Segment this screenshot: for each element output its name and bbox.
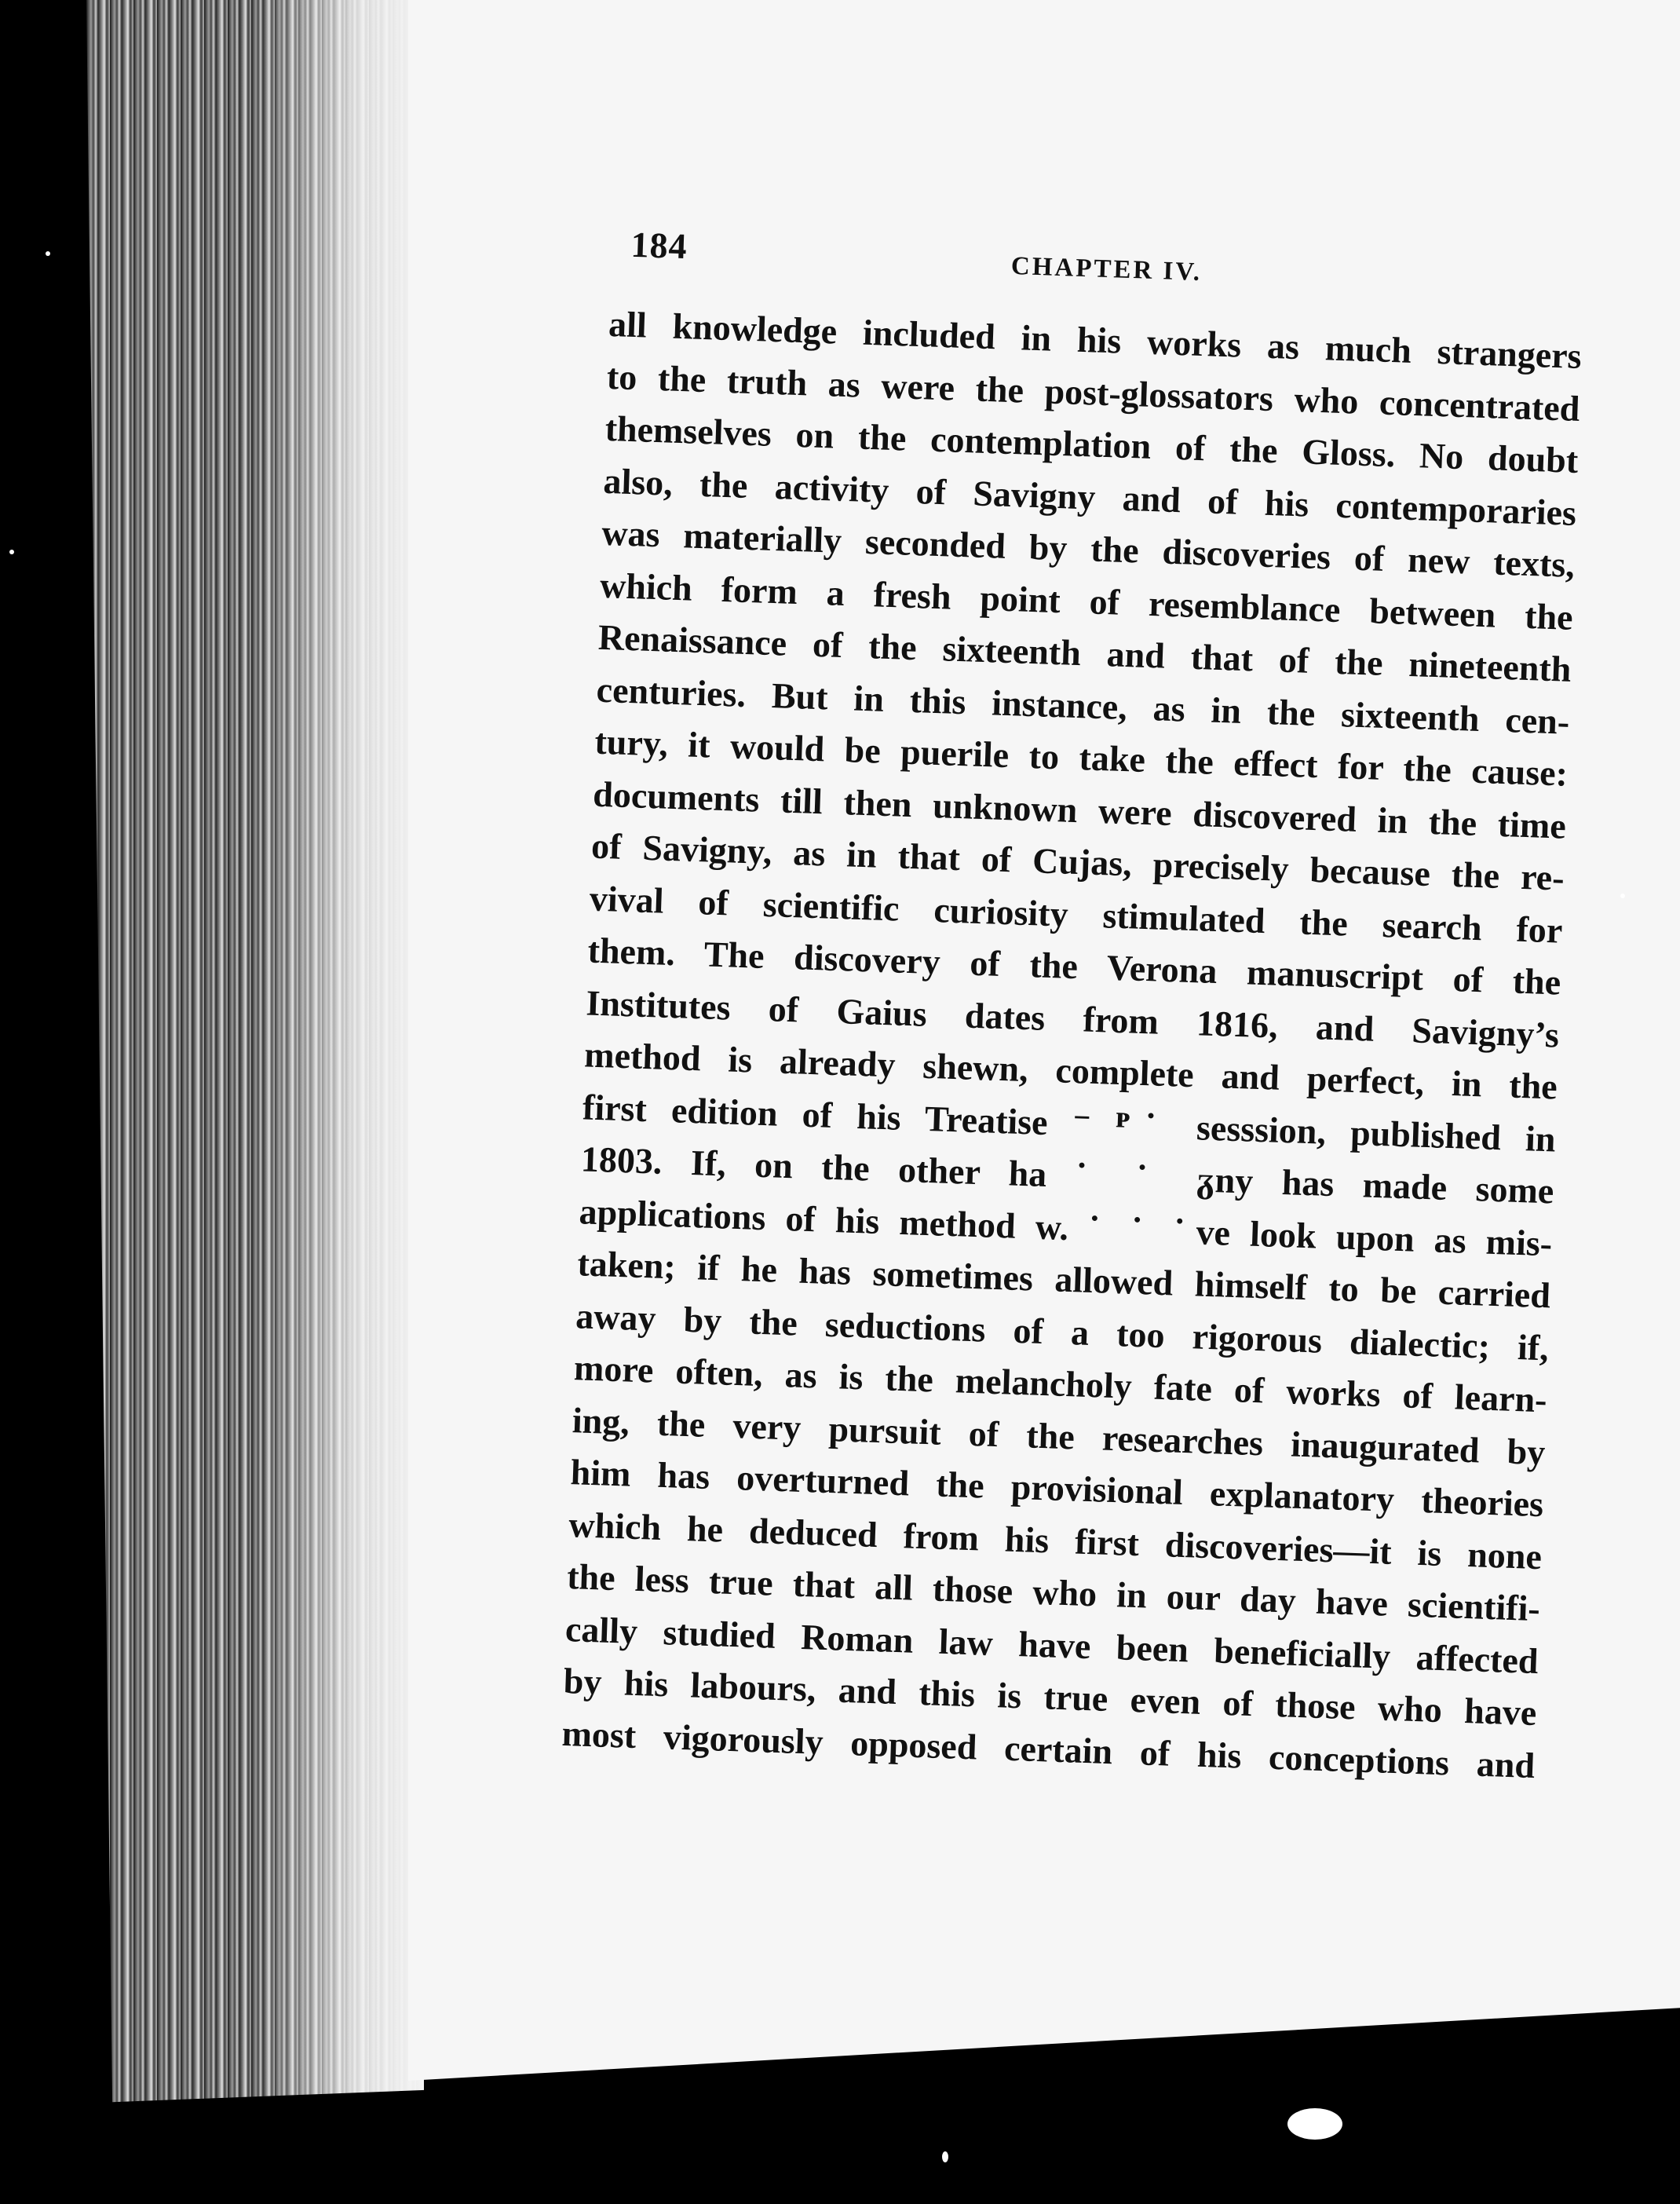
- text-line: vival of scientific curiosity stimulated the search for: [589, 878, 1564, 951]
- text-line: the less true that all those who in our day have scientifi-: [566, 1556, 1541, 1629]
- text-line: Renaissance of the sixteenth and that of the nineteenth: [597, 616, 1572, 689]
- page-gutter-shading: [259, 0, 424, 2136]
- text-line: which form a fresh point of resemblance between the: [599, 565, 1574, 638]
- text-line: them. The discovery of the Verona manuscript of the: [586, 930, 1561, 1003]
- text-line: away by the seductions of a too rigorous dialectic; if,: [575, 1295, 1550, 1368]
- text-line: all knowledge included in his works as much strangers: [608, 303, 1583, 377]
- text-line: to the truth as were the post-glossators who concentrated: [606, 356, 1581, 429]
- page-content: [561, 212, 1617, 1793]
- text-line: more often, as is the melancholy fate of works of learn-: [573, 1347, 1548, 1420]
- text-line: themselves on the contemplation of the Gloss. No doubt: [604, 408, 1580, 481]
- text-line: method is already shewn, complete and perfect, in the: [583, 1034, 1558, 1107]
- text-line: also, the activity of Savigny and of his contemporaries: [602, 460, 1577, 533]
- chapter-title: CHAPTER IV.: [1010, 251, 1203, 287]
- text-line: documents till then unknown were discovered in the time: [592, 773, 1567, 846]
- dust-speck: [46, 251, 50, 256]
- text-line: applications of his method w. ˙ ˙ ˙ve look upon as mis-: [578, 1190, 1553, 1263]
- text-line: 1803. If, on the other ha ˙ ˙ ᵹny has made some: [580, 1139, 1555, 1212]
- text-line: first edition of his Treatise ⁻ ᴾ˙ sesssion, published in: [582, 1086, 1557, 1159]
- dust-speck: [942, 2151, 948, 2162]
- text-line: tury, it would be puerile to take the effect for the cause:: [593, 721, 1569, 794]
- text-line: ing, the very pursuit of the researches inaugurated by: [572, 1399, 1547, 1472]
- text-line: cally studied Roman law have been beneficially affected: [564, 1608, 1539, 1681]
- dust-speck: [1620, 894, 1625, 898]
- body-text: [561, 298, 1614, 1793]
- text-line: which he deduced from his first discoveries—it is none: [568, 1504, 1543, 1577]
- dust-speck: [9, 550, 14, 554]
- text-line: taken; if he has sometimes allowed himself to be carried: [576, 1243, 1551, 1316]
- text-line: by his labours, and this is true even of those who have: [563, 1660, 1538, 1734]
- text-line: Institutes of Gaius dates from 1816, and Savigny’s: [585, 981, 1560, 1055]
- text-line: of Savigny, as in that of Cujas, precisely because the re-: [590, 825, 1565, 898]
- text-line: most vigorously opposed certain of his conceptions and: [561, 1712, 1536, 1785]
- text-line: him has overturned the provisional explanatory theories: [569, 1452, 1544, 1525]
- dust-speck: [1287, 2108, 1342, 2140]
- text-line: was materially seconded by the discoveries of new texts,: [601, 512, 1576, 585]
- page-number: 184: [630, 224, 688, 267]
- text-line: centuries. But in this instance, as in the sixteenth cen-: [595, 669, 1571, 742]
